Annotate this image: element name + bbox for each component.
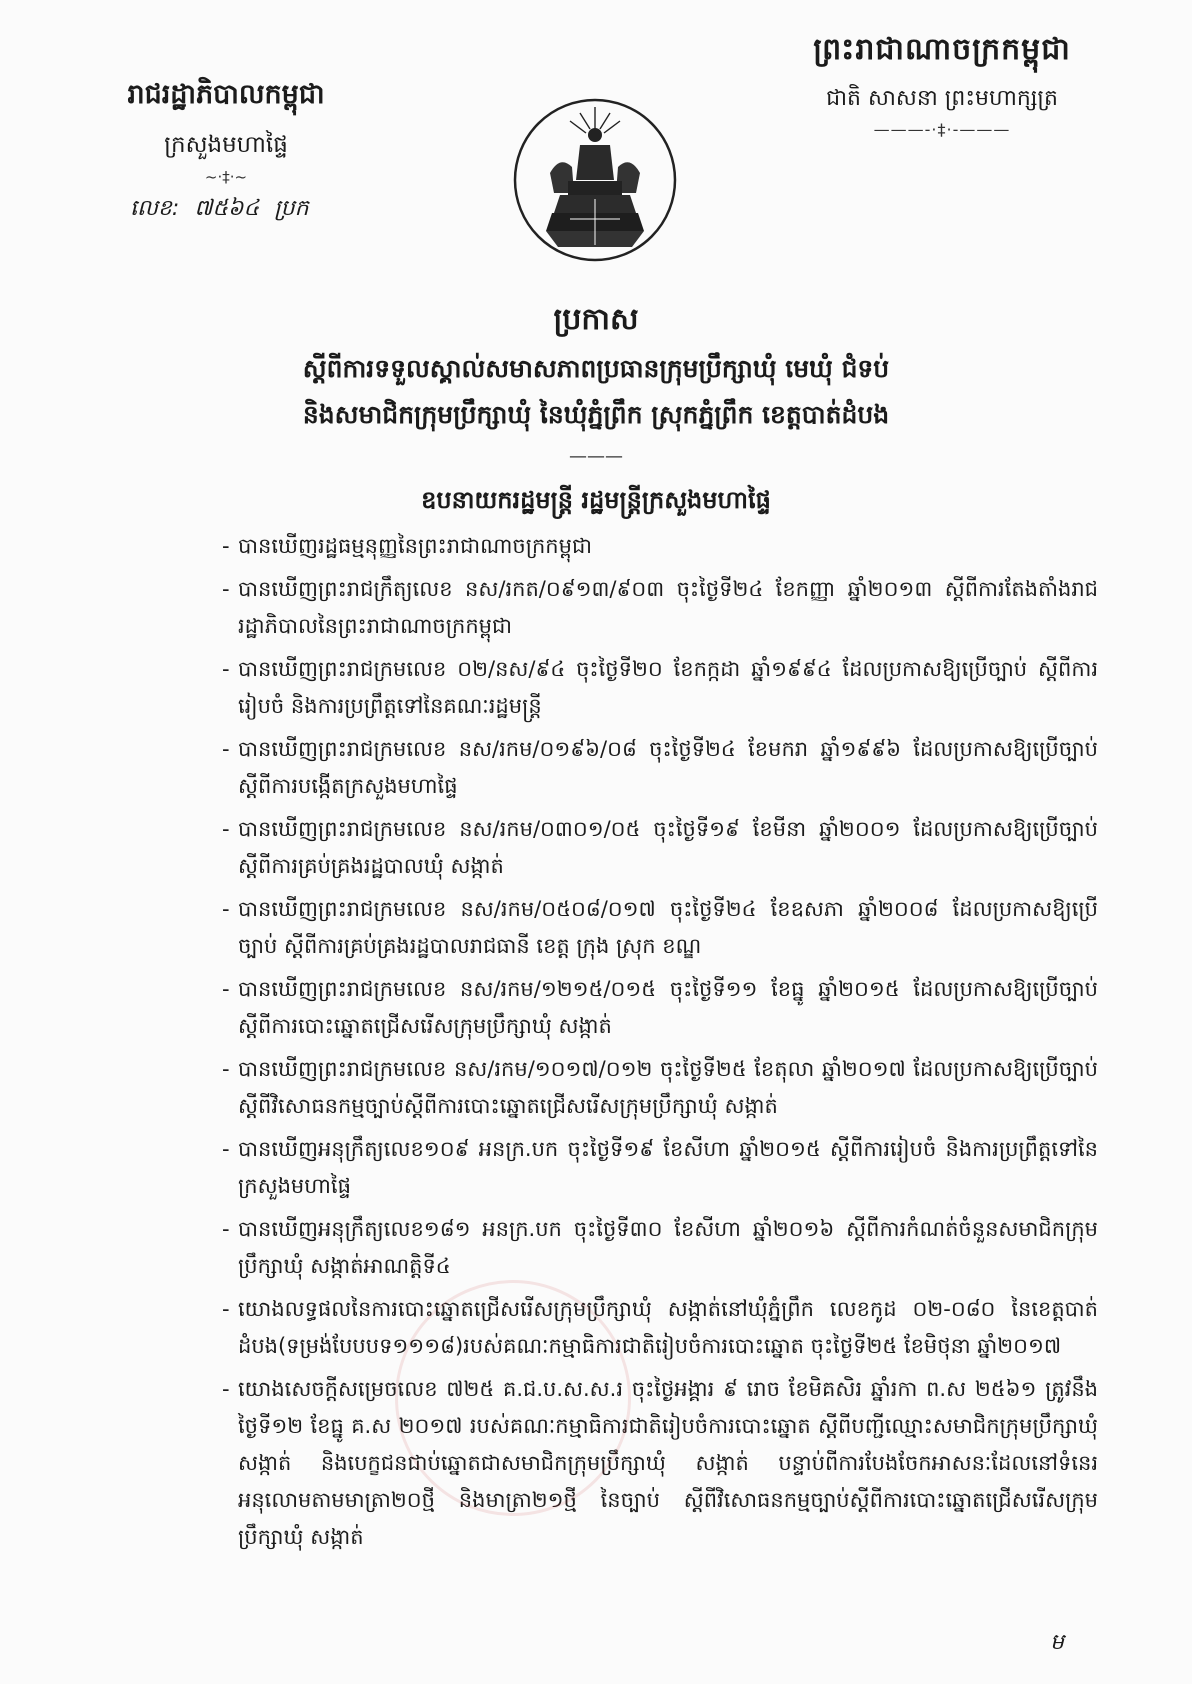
title-line-2: និងសមាជិកក្រុមប្រឹក្សាឃុំ នៃឃុំភ្នំព្រឹក ស្រុកភ្នំព្រឹក ខេត្តបាត់ដំបង [302, 400, 890, 429]
government-ornament: ~·‡·~ [204, 168, 248, 186]
title-line-1: ស្តីពីការទទួលស្គាល់សមាសភាពប្រធានក្រុមប្រឹក្សាឃុំ មេឃុំ ជំទប់ [302, 354, 890, 383]
list-item: - យោងសេចក្តីសម្រេចលេខ ៧២៥ គ.ជ.ប.ស.ស.រ ចុះថ្ងៃអង្គារ ៩ រោច ខែមិគសិរ ឆ្នាំរកា ព.ស ២៥៦១ ត្រូវនឹងថ្ងៃទី១២ ខែធ្នូ គ.ស ២០១៧ របស់គណៈកម្មាធិការជាតិរៀបចំការបោះឆ្នោត ស្តីពីបញ្ជីឈ្មោះសមាជិកក្រុមប្រឹក្សាឃុំ សង្កាត់ និងបេក្ខជនជាប់ឆ្នោតជាសមាជិកក្រុមប្រឹក្សាឃុំ សង្កាត់ បន្ទាប់ពីការបែងចែកអាសនៈដែលនៅទំនេរអនុលោមតាមមាត្រា២០ថ្មី និងមាត្រា២១ថ្មី នៃច្បាប់ ស្តីពីវិសោធនកម្មច្បាប់ស្តីពីការបោះឆ្នោតជ្រើសរើសក្រុមប្រឹក្សាឃុំ សង្កាត់ [238, 1371, 1098, 1556]
issuing-authority: ឧបនាយករដ្ឋមន្ត្រី រដ្ឋមន្ត្រីក្រសួងមហាផ្ទៃ [421, 486, 771, 514]
number-value: ៧៥៦៤ [194, 196, 260, 221]
royal-emblem-icon [510, 95, 680, 265]
kingdom-ornament: ———-·‡·-——— [873, 120, 1011, 139]
list-item: - បានឃើញព្រះរាជក្រមលេខ ០២/នស/៩៤ ចុះថ្ងៃទី២០ ខែកក្កដា ឆ្នាំ១៩៩៤ ដែលប្រកាសឱ្យប្រើច្បាប់ ស្តីពីការរៀបចំ និងការប្រព្រឹត្តទៅនៃគណៈរដ្ឋមន្ត្រី [238, 651, 1098, 725]
kingdom-motto: ជាតិ សាសនា ព្រះមហាក្សត្រ [826, 86, 1058, 111]
government-title: រាជរដ្ឋាភិបាលកម្ពុជា [127, 79, 325, 110]
document-number [96, 194, 356, 226]
document-heading [0, 300, 1192, 467]
handwritten-initial: ម [1050, 1630, 1064, 1655]
list-item: - បានឃើញព្រះរាជក្រឹត្យលេខ នស/រកត/០៩១៣/៩០៣ ចុះថ្ងៃទី២៤ ខែកញ្ញា ឆ្នាំ២០១៣ ស្តីពីការតែងតាំងរាជរដ្ឋាភិបាលនៃព្រះរាជាណាចក្រកម្ពុជា [238, 571, 1098, 645]
kingdom-title: ព្រះរាជាណាចក្រកម្ពុជា [813, 32, 1071, 67]
legal-references-list [238, 528, 1098, 1562]
title-divider: ——— [569, 446, 623, 467]
list-item: - បានឃើញព្រះរាជក្រមលេខ នស/រកម/០៥០៨/០១៧ ចុះថ្ងៃទី២៤ ខែឧសភា ឆ្នាំ២០០៨ ដែលប្រកាសឱ្យប្រើច្បាប់ ស្តីពីការគ្រប់គ្រងរដ្ឋបាលរាជធានី ខេត្ត ក្រុង ស្រុក ខណ្ឌ [238, 891, 1098, 965]
document-type: ប្រកាស [553, 302, 639, 337]
list-item: - បានឃើញព្រះរាជក្រមលេខ នស/រកម/០១៩៦/០៨ ចុះថ្ងៃទី២៤ ខែមករា ឆ្នាំ១៩៩៦ ដែលប្រកាសឱ្យប្រើច្បាប់ ស្តីពីការបង្កើតក្រសួងមហាផ្ទៃ [238, 731, 1098, 805]
list-item: - បានឃើញអនុក្រឹត្យលេខ១០៩ អនក្រ.បក ចុះថ្ងៃទី១៩ ខែសីហា ឆ្នាំ២០១៥ ស្តីពីការរៀបចំ និងការប្រព្រឹត្តទៅនៃក្រសួងមហាផ្ទៃ [238, 1131, 1098, 1205]
faded-seal-stamp [395, 1280, 631, 1516]
list-item: - យោងលទ្ធផលនៃការបោះឆ្នោតជ្រើសរើសក្រុមប្រឹក្សាឃុំ សង្កាត់នៅឃុំភ្នំព្រឹក លេខកូដ ០២-០៨០ នៃខេត្តបាត់ដំបង(ទម្រង់បែបបទ១១១៨)របស់គណៈកម្មាធិការជាតិរៀបចំការបោះឆ្នោត ចុះថ្ងៃទី២៥ ខែមិថុនា ឆ្នាំ២០១៧ [238, 1291, 1098, 1365]
list-item: - បានឃើញព្រះរាជក្រមលេខ នស/រកម/១០១៧/០១២ ចុះថ្ងៃទី២៥ ខែតុលា ឆ្នាំ២០១៧ ដែលប្រកាសឱ្យប្រើច្បាប់ ស្តីពីវិសោធនកម្មច្បាប់ស្តីពីការបោះឆ្នោតជ្រើសរើសក្រុមប្រឹក្សាឃុំ សង្កាត់ [238, 1051, 1098, 1125]
number-suffix: ប្រក [274, 196, 309, 221]
kingdom-header [792, 30, 1092, 139]
list-item: - បានឃើញអនុក្រឹត្យលេខ១៨១ អនក្រ.បក ចុះថ្ងៃទី៣០ ខែសីហា ឆ្នាំ២០១៦ ស្តីពីការកំណត់ចំនួនសមាជិកក្រុមប្រឹក្សាឃុំ សង្កាត់អាណត្តិទី៤ [238, 1211, 1098, 1285]
government-header [96, 78, 356, 226]
list-item: - បានឃើញព្រះរាជក្រមលេខ នស/រកម/០៣០១/០៥ ចុះថ្ងៃទី១៩ ខែមីនា ឆ្នាំ២០០១ ដែលប្រកាសឱ្យប្រើច្បាប់ ស្តីពីការគ្រប់គ្រងរដ្ឋបាលឃុំ សង្កាត់ [238, 811, 1098, 885]
list-item: - បានឃើញព្រះរាជក្រមលេខ នស/រកម/១២១៥/០១៥ ចុះថ្ងៃទី១១ ខែធ្នូ ឆ្នាំ២០១៥ ដែលប្រកាសឱ្យប្រើច្បាប់ ស្តីពីការបោះឆ្នោតជ្រើសរើសក្រុមប្រឹក្សាឃុំ សង្កាត់ [238, 971, 1098, 1045]
ministry-name: ក្រសួងមហាផ្ទៃ [164, 132, 288, 158]
number-label: លេខ: [130, 196, 180, 221]
list-item: - បានឃើញរដ្ឋធម្មនុញ្ញនៃព្រះរាជាណាចក្រកម្ពុជា [238, 528, 1098, 565]
